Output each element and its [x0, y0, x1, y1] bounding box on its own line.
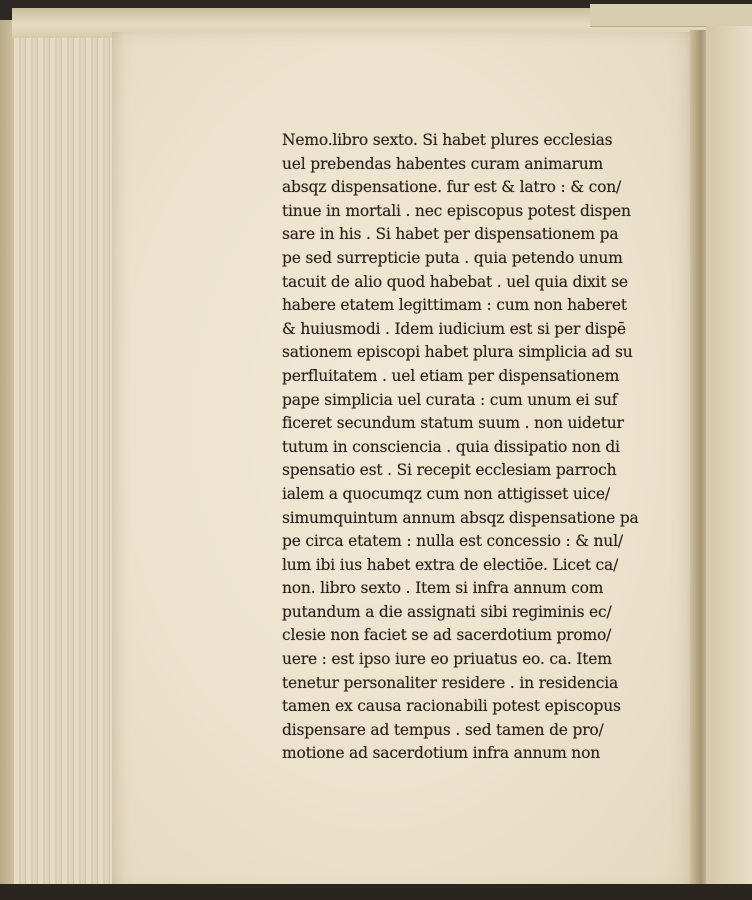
text-line: ficeret secundum statum suum . non uidetur: [282, 414, 624, 433]
text-line: pe circa etatem : nulla est concessio : & nul/: [282, 532, 623, 551]
text-block: [282, 129, 639, 766]
text-line: ialem a quocumqz cum non attigisset uice/: [282, 484, 610, 503]
text-line: putandum a die assignati sibi regiminis ec/: [282, 602, 612, 621]
text-line: sare in his . Si habet per dispensationem pa: [282, 225, 619, 244]
text-line: uere : est ipso iure eo priuatus eo. ca. Item: [282, 650, 612, 669]
text-line: pe sed surrepticie puta . quia petendo unum: [282, 248, 623, 267]
text-line: Nemo.libro sexto. Si habet plures ecclesias: [282, 131, 613, 149]
text-line: lum ibi ius habet extra de electiōe. Licet ca/: [282, 555, 619, 574]
text-line: motione ad sacerdotium infra annum non: [282, 744, 600, 763]
text-line: tacuit de alio quod habebat . uel quia dixit se: [282, 272, 628, 291]
text-line: simumquintum annum absqz dispensatione pa: [282, 508, 639, 527]
page-stack-edges: [14, 28, 127, 890]
top-right-page-edges: [590, 4, 752, 27]
bottom-shadow: [0, 884, 752, 900]
text-line: non. libro sexto . Item si infra annum com: [282, 579, 604, 598]
text-line: tinue in mortali . nec episcopus potest dispen: [282, 201, 631, 220]
text-line: tamen ex causa racionabili potest episcopus: [282, 697, 621, 716]
text-line: absqz dispensatione. fur est & latro : & con/: [282, 178, 622, 197]
text-line: perfluitatem . uel etiam per dispensationem: [282, 366, 620, 385]
text-line: & huiusmodi . Idem iudicium est si per dispē: [282, 319, 626, 338]
text-line: habere etatem legittimam : cum non haberet: [282, 296, 627, 315]
text-line: tenetur personaliter residere . in residencia: [282, 673, 619, 692]
text-line: uel prebendas habentes curam animarum: [282, 154, 603, 173]
text-line: tutum in consciencia . quia dissipatio non di: [282, 437, 620, 456]
text-line: pape simplicia uel curata : cum unum ei suf: [282, 390, 618, 409]
text-line: clesie non faciet se ad sacerdotium promo/: [282, 626, 612, 645]
facing-page-edge: [706, 26, 752, 890]
text-line: spensatio est . Si recepit ecclesiam parroch: [282, 461, 617, 480]
text-line: dispensare ad tempus . sed tamen de pro/: [282, 720, 604, 739]
text-line: sationem episcopi habet plura simplicia ad su: [282, 343, 633, 362]
